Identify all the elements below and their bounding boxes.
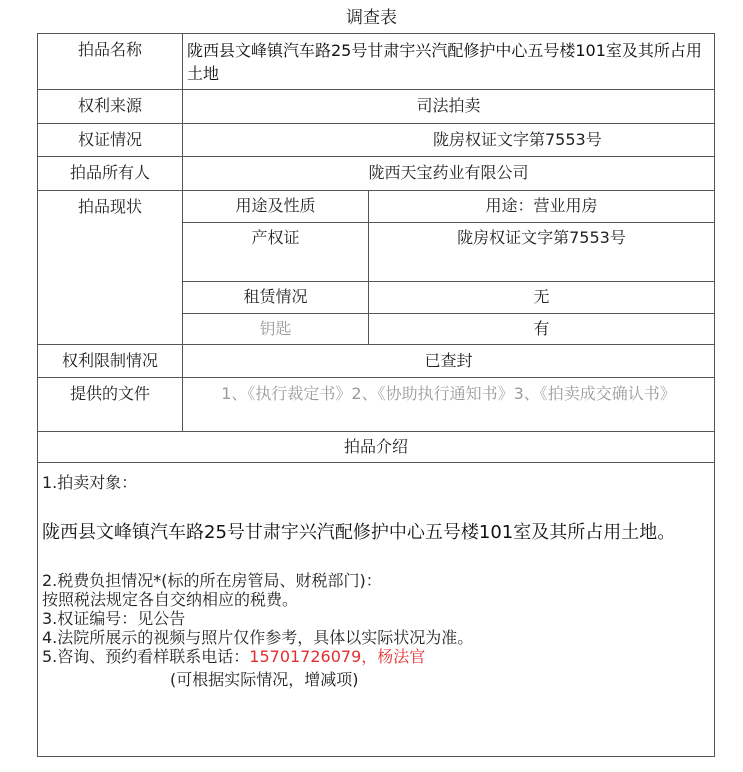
intro-line-1: 1.拍卖对象： bbox=[42, 473, 138, 492]
row-rights-source bbox=[38, 90, 715, 124]
restrictions-label: 权利限制情况 bbox=[38, 345, 183, 378]
owner-label: 拍品所有人 bbox=[38, 157, 183, 191]
row-intro-body bbox=[38, 463, 715, 757]
intro-line-3: 按照税法规定各自交纳相应的税费。 bbox=[42, 590, 299, 609]
usage-label: 用途及性质 bbox=[183, 191, 369, 223]
keys-label: 钥匙 bbox=[183, 314, 369, 345]
current-status-label: 拍品现状 bbox=[38, 191, 183, 345]
intro-heading: 拍品介绍 bbox=[38, 432, 715, 463]
intro-line-5: 4.法院所展示的视频与照片仅作参考，具体以实际状况为准。 bbox=[42, 628, 474, 647]
row-intro-heading bbox=[38, 432, 715, 463]
page-title: 调查表 bbox=[346, 8, 397, 28]
intro-line-6-prefix: 5.咨询、预约看样联系电话： bbox=[42, 647, 250, 666]
row-owner bbox=[38, 157, 715, 191]
contact-phone: 15701726079，杨法官 bbox=[249, 647, 426, 666]
row-item-name bbox=[38, 34, 715, 90]
intro-line-4: 3.权证编号：见公告 bbox=[42, 609, 186, 628]
cert-status-label: 权证情况 bbox=[38, 124, 183, 157]
documents-label: 提供的文件 bbox=[38, 378, 183, 432]
keys-value: 有 bbox=[369, 314, 715, 345]
lease-label: 租赁情况 bbox=[183, 282, 369, 314]
intro-line-2: 2.税费负担情况*(标的所在房管局、财税部门)： bbox=[42, 571, 382, 590]
row-cert-status bbox=[38, 124, 715, 157]
owner-value: 陇西天宝药业有限公司 bbox=[183, 157, 715, 191]
intro-note: (可根据实际情况，增减项) bbox=[170, 670, 359, 689]
cert-status-value: 陇房权证文字第7553号 bbox=[183, 124, 715, 157]
restrictions-value: 已查封 bbox=[183, 345, 715, 378]
usage-value: 用途：营业用房 bbox=[369, 191, 715, 223]
intro-line-6 bbox=[42, 647, 710, 666]
intro-object: 陇西县文峰镇汽车路25号甘肃宇兴汽配修护中心五号楼101室及其所占用土地。 bbox=[42, 522, 676, 543]
lease-value: 无 bbox=[369, 282, 715, 314]
property-cert-label: 产权证 bbox=[183, 223, 369, 282]
property-cert-value: 陇房权证文字第7553号 bbox=[369, 223, 715, 282]
survey-table bbox=[37, 33, 715, 757]
row-usage bbox=[38, 191, 715, 223]
intro-body bbox=[38, 463, 715, 757]
row-restrictions bbox=[38, 345, 715, 378]
item-name-label: 拍品名称 bbox=[38, 34, 183, 90]
documents-value: 1、《执行裁定书》2、《协助执行通知书》3、《拍卖成交确认书》 bbox=[183, 378, 715, 432]
row-documents bbox=[38, 378, 715, 432]
item-name-value: 陇西县文峰镇汽车路25号甘肃宇兴汽配修护中心五号楼101室及其所占用土地 bbox=[183, 34, 715, 90]
rights-source-value: 司法拍卖 bbox=[183, 90, 715, 124]
rights-source-label: 权利来源 bbox=[38, 90, 183, 124]
